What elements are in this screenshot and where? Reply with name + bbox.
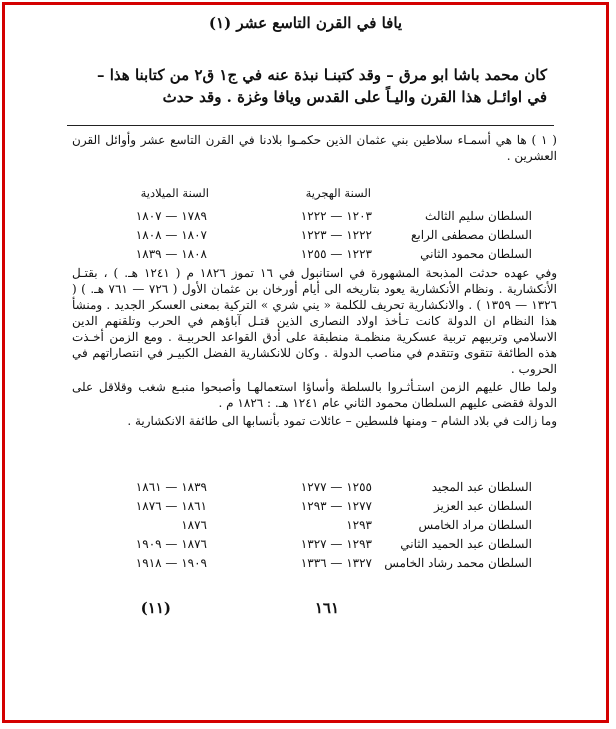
- hijri-years: ١٢٩٣ — ١٣٢٧: [300, 537, 372, 551]
- miladi-years: ١٨٦١ — ١٨٧٦: [135, 499, 207, 513]
- hijri-years: ١٢٠٣ — ١٢٢٢: [300, 209, 372, 223]
- sultan-name: السلطان سليم الثالث: [425, 209, 532, 223]
- table-row: [82, 537, 532, 555]
- sultan-name: السلطان مصطفى الرابع: [410, 228, 532, 242]
- footnote-intro: ( ١ ) ها هي أسمـاء سلاطين بني عثمان الذين حكمـوا بلادنا في القرن التاسع عشر وأوائل القرن العشرين .: [72, 133, 557, 163]
- paragraph: ولما طال عليهم الزمن استـأثـروا بالسلطة وأساؤا استعمالهـا وأصبحوا منبـع شغب وقلاقل على الدولة فقضى عليهم السلطان محمود الثاني عام ١٢٤١ هـ. : ١٨٢٦ م .: [72, 380, 557, 410]
- sultan-name: السلطان عبد الحميد الثاني: [400, 537, 532, 551]
- hijri-years: ١٢٥٥ — ١٢٧٧: [300, 480, 372, 494]
- sultan-name: السلطان عبد المجيد: [431, 480, 532, 494]
- page-number: ١٦١: [314, 599, 339, 617]
- hijri-years: ١٢٧٧ — ١٢٩٣: [300, 499, 372, 513]
- document-page: [2, 2, 609, 723]
- col-hijri-header: السنة الهجرية: [305, 186, 371, 200]
- miladi-years: ١٨٧٦: [181, 518, 207, 532]
- paragraph: وفي عهده حدثت المذبحة المشهورة في استانبول في ١٦ تموز ١٨٢٦ م ( ١٢٤١ هـ. ) ، بقتـل الأنكشارية . ونظام الأنكشارية يعود بتاريخه الى أيام أورخان بن عثمان الأول ( ٧٢٦ — ٧٦١ هـ. ) ( ١٣٢٦ — ١٣٥٩ ) . والانكشارية تحريف للكلمة « يني شري » التركية بمعنى العسكر الجديد . ومنشأ هذا النظام ان الدولة كانت تـأخذ اولاد النصارى الذين قتـل آباؤهم في الحرب وتلقنهم الدين الاسلامي وتربيهم تربية عسكرية منظمـة منطبقة على أدق القواعد الحربيـة . ومع الزمن أخـذت هذه الطائفة تتقوى وتتقدم في مناصب الدولة . وكان للانكشارية الفضل الكبيـر في انتصاراتهم في الحروب .: [72, 266, 557, 376]
- table-row: [82, 480, 532, 498]
- sultan-name: السلطان محمد رشاد الخامس: [384, 556, 532, 570]
- table-row: [82, 518, 532, 536]
- table-row: [82, 209, 532, 227]
- sultan-name: السلطان محمود الثاني: [420, 247, 532, 261]
- footnote-divider: [67, 125, 554, 126]
- sultan-name: السلطان عبد العزيز: [433, 499, 532, 513]
- table-row: [82, 228, 532, 246]
- miladi-years: ١٩٠٩ — ١٩١٨: [135, 556, 207, 570]
- miladi-years: ١٨٣٩ — ١٨٦١: [135, 480, 207, 494]
- table-row: [82, 556, 532, 574]
- section-mark: (١١): [140, 599, 171, 617]
- history-text: [72, 265, 557, 431]
- miladi-years: ١٨٧٦ — ١٩٠٩: [135, 537, 207, 551]
- miladi-years: ١٧٨٩ — ١٨٠٧: [135, 209, 207, 223]
- miladi-years: ١٨٠٧ — ١٨٠٨: [135, 228, 207, 242]
- col-miladi-header: السنة الميلادية: [140, 186, 209, 200]
- intro-paragraph: كان محمد باشا ابو مرق – وقد كتبنـا نبذة عنه في ج١ ق٢ من كتابنا هذا – في اوائـل هذا القرن واليـاً على القدس ويافا وغزة . وقد حدث: [97, 66, 547, 106]
- sultan-name: السلطان مراد الخامس: [418, 518, 532, 532]
- hijri-years: ١٣٢٧ — ١٣٣٦: [300, 556, 372, 570]
- hijri-years: ١٢٢٢ — ١٢٢٣: [300, 228, 372, 242]
- hijri-years: ١٢٢٣ — ١٢٥٥: [300, 247, 372, 261]
- table-row: [82, 499, 532, 517]
- table-row: [82, 247, 532, 265]
- miladi-years: ١٨٠٨ — ١٨٣٩: [135, 247, 207, 261]
- paragraph: وما زالت في بلاد الشام – ومنها فلسطين – عائلات تمود بأنسابها الى طائفة الانكشارية .: [127, 414, 557, 428]
- page-title: يافا في القرن التاسع عشر (١): [208, 14, 403, 32]
- hijri-years: ١٢٩٣: [346, 518, 372, 532]
